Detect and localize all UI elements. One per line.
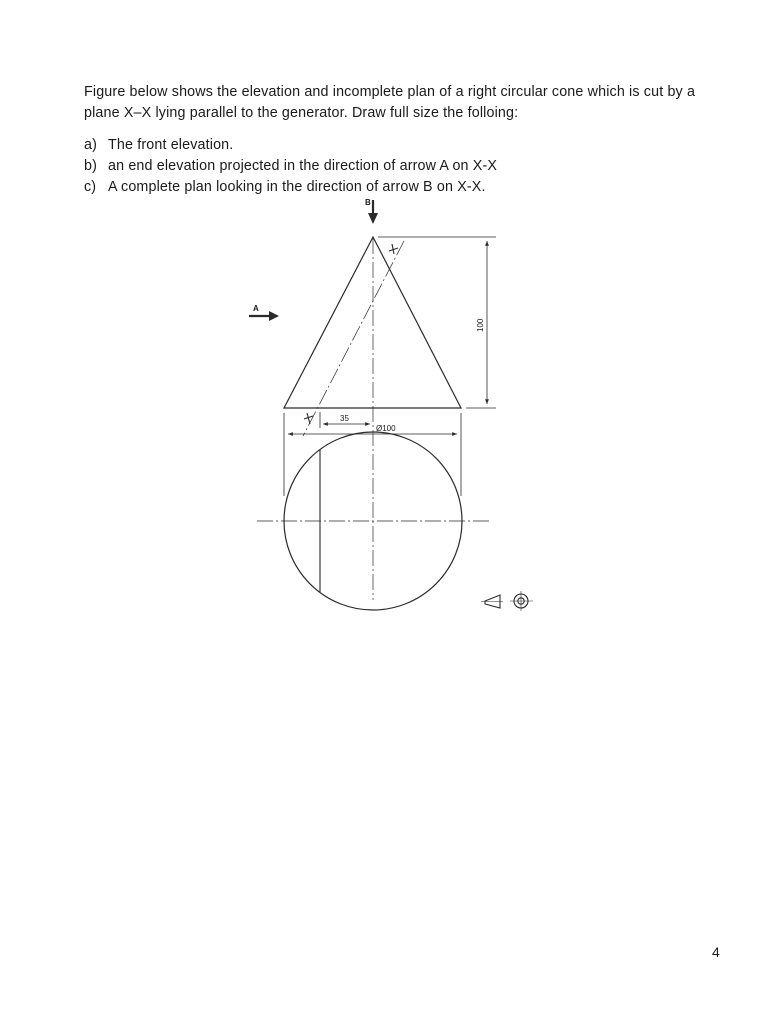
arrow-b-label: B: [365, 198, 371, 207]
offset-dimension-label: 35: [340, 414, 349, 423]
task-marker: c): [84, 179, 97, 195]
task-marker: b): [84, 158, 98, 174]
height-dimension-label: 100: [476, 318, 485, 332]
cone-elevation: [284, 237, 461, 408]
arrow-a-label: A: [253, 304, 259, 313]
diameter-dimension-label: Ø100: [376, 424, 396, 433]
cutting-plane-x-x: [303, 241, 404, 436]
projection-symbol-icon: [481, 591, 533, 611]
task-text: The front elevation.: [108, 137, 234, 153]
page-number: 4: [712, 944, 720, 960]
task-text: an end elevation projected in the direction of arrow A on X-X: [108, 158, 498, 174]
question-text: Figure below shows the elevation and incomplete plan of a right circular cone which is cut by a plane X–X lying parallel to the generator. Draw full size the folloing:: [84, 84, 696, 121]
cutting-plane-marker-top: [389, 244, 398, 254]
task-text: A complete plan looking in the direction of arrow B on X-X.: [108, 179, 486, 195]
cutting-plane-marker-bottom: [304, 413, 313, 424]
task-marker: a): [84, 137, 98, 153]
diameter-dimension: [284, 413, 461, 496]
